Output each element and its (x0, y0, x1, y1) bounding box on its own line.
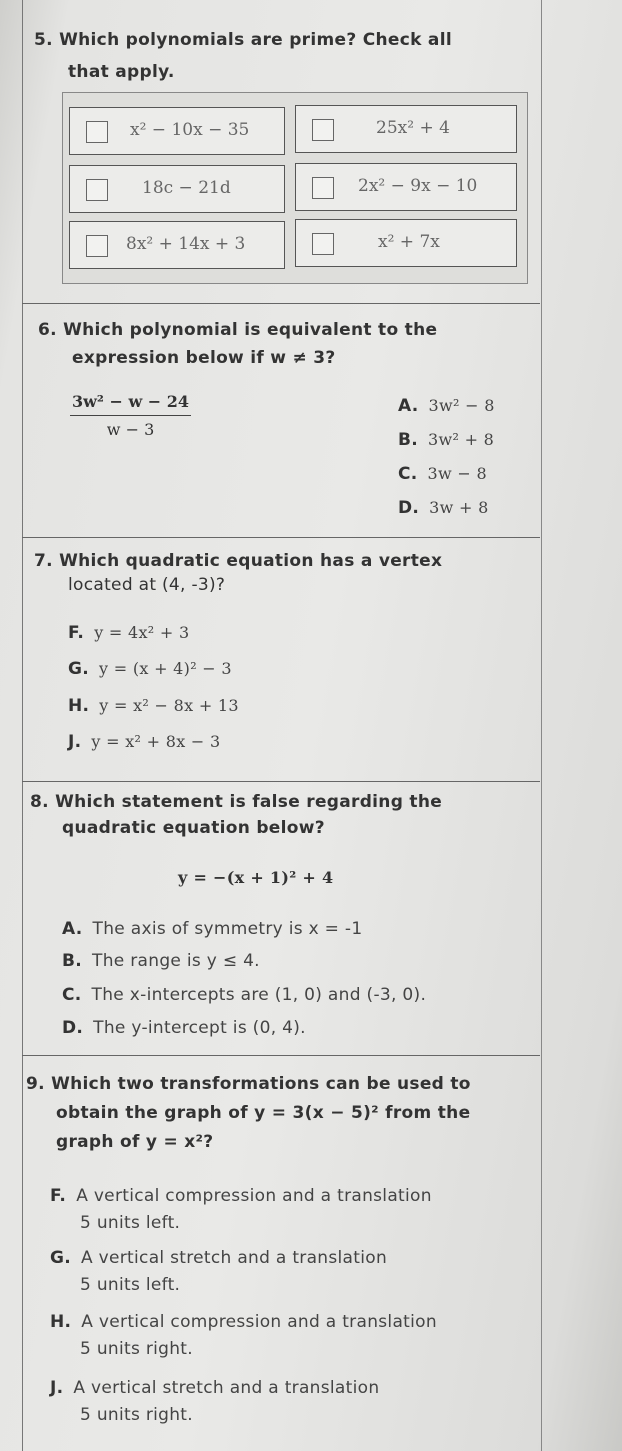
option-text: 5 units right. (80, 1339, 193, 1359)
option-label: D. (62, 1018, 84, 1038)
divider (22, 537, 540, 538)
option-label: F. (68, 623, 85, 643)
divider (22, 303, 540, 304)
option-label: F. (50, 1186, 67, 1206)
q8-title-line2: quadratic equation below? (62, 818, 325, 838)
option-text: A vertical stretch and a translation (73, 1378, 380, 1398)
q6-option-c[interactable] (398, 464, 487, 484)
option-text: The range is y ≤ 4. (92, 951, 260, 971)
q7-option-h[interactable] (68, 696, 239, 716)
option-label: H. (68, 696, 90, 716)
choice-text: 8x² + 14x + 3 (126, 234, 246, 254)
option-text: y = x² − 8x + 13 (99, 696, 239, 715)
denominator: w − 3 (106, 420, 155, 439)
q7-title-line1: 7. Which quadratic equation has a vertex (34, 551, 443, 571)
q6-expression (70, 392, 191, 439)
q7-title-line2: located at (4, -3)? (68, 575, 226, 595)
option-label: D. (398, 498, 420, 518)
q6-title-line2: expression below if w ≠ 3? (72, 348, 336, 368)
checkbox[interactable] (86, 179, 108, 201)
divider (22, 1055, 540, 1056)
option-label: B. (62, 951, 83, 971)
checkbox[interactable] (312, 233, 334, 255)
option-label: G. (50, 1248, 72, 1268)
q8-option-c[interactable] (62, 985, 426, 1005)
q5-choice[interactable] (295, 219, 517, 267)
option-label: B. (398, 430, 419, 450)
numerator: 3w² − w − 24 (70, 392, 191, 416)
q8-equation: y = −(x + 1)² + 4 (178, 868, 334, 887)
q8-option-a[interactable] (62, 919, 362, 939)
option-label: J. (50, 1378, 64, 1398)
q6-option-b[interactable] (398, 430, 494, 450)
option-text: The axis of symmetry is x = -1 (92, 919, 363, 939)
option-text: 5 units left. (80, 1275, 181, 1295)
q5-choice[interactable] (295, 105, 517, 153)
divider (22, 781, 540, 782)
checkbox[interactable] (86, 121, 108, 143)
option-text: The x-intercepts are (1, 0) and (-3, 0). (91, 985, 427, 1005)
q6-option-d[interactable] (398, 498, 489, 518)
option-text: y = 4x² + 3 (94, 623, 190, 642)
choice-text: 2x² − 9x − 10 (358, 176, 478, 196)
q5-choice[interactable] (69, 107, 285, 155)
choice-text: 18c − 21d (142, 178, 231, 198)
option-text: 3w² − 8 (428, 396, 495, 415)
q5-title-line2: that apply. (68, 62, 175, 82)
option-text: 3w − 8 (427, 464, 487, 483)
option-text: A vertical stretch and a translation (81, 1248, 388, 1268)
q7-option-j[interactable] (68, 732, 220, 752)
choice-text: x² + 7x (378, 232, 440, 252)
option-label: A. (62, 919, 83, 939)
option-label: A. (398, 396, 419, 416)
q7-option-g[interactable] (68, 659, 232, 679)
option-text: The y-intercept is (0, 4). (93, 1018, 306, 1038)
q9-option-g[interactable] (50, 1245, 387, 1299)
option-text: A vertical compression and a translation (76, 1186, 432, 1206)
checkbox[interactable] (86, 235, 108, 257)
option-text: 5 units right. (80, 1405, 193, 1425)
q8-title-line1: 8. Which statement is false regarding the (30, 792, 443, 812)
q6-option-a[interactable] (398, 396, 495, 416)
q5-choice[interactable] (69, 221, 285, 269)
q5-title-line1: 5. Which polynomials are prime? Check all (34, 30, 452, 50)
q5-choices-grid (62, 92, 528, 284)
choice-text: 25x² + 4 (376, 118, 450, 138)
option-text: 3w² + 8 (428, 430, 495, 449)
option-text: y = (x + 4)² − 3 (99, 659, 232, 678)
q9-title-line1: 9. Which two transformations can be used to (26, 1074, 471, 1094)
checkbox[interactable] (312, 177, 334, 199)
option-label: C. (62, 985, 82, 1005)
q8-option-b[interactable] (62, 951, 260, 971)
q9-title-line2: obtain the graph of y = 3(x − 5)² from the (56, 1103, 471, 1123)
q5-choice[interactable] (69, 165, 285, 213)
option-label: C. (398, 464, 418, 484)
option-label: H. (50, 1312, 72, 1332)
option-text: 3w + 8 (429, 498, 489, 517)
q9-option-f[interactable] (50, 1183, 432, 1237)
q5-choice[interactable] (295, 163, 517, 211)
q9-option-h[interactable] (50, 1309, 437, 1363)
option-label: J. (68, 732, 82, 752)
option-label: G. (68, 659, 90, 679)
q9-option-j[interactable] (50, 1375, 379, 1429)
option-text: 5 units left. (80, 1213, 181, 1233)
option-text: A vertical compression and a translation (81, 1312, 437, 1332)
option-text: y = x² + 8x − 3 (91, 732, 221, 751)
q6-title-line1: 6. Which polynomial is equivalent to the (38, 320, 438, 340)
checkbox[interactable] (312, 119, 334, 141)
choice-text: x² − 10x − 35 (130, 120, 250, 140)
q7-option-f[interactable] (68, 623, 189, 643)
q8-option-d[interactable] (62, 1018, 306, 1038)
q9-title-line3: graph of y = x²? (56, 1132, 214, 1152)
